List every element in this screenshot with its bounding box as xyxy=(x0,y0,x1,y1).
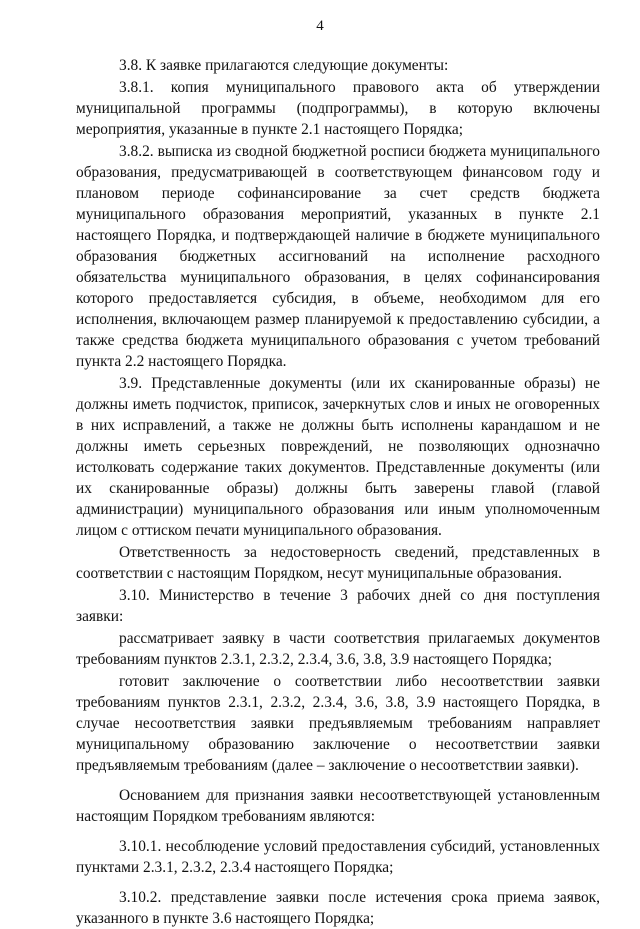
paragraph-3-8-1: 3.8.1. копия муниципального правового акта об утверждении муниципальной программы (подпрограммы), в которую включены мероприятия, указанные в пункте 2.1 настоящего Порядка; xyxy=(76,79,600,138)
paragraph-prepares-conclusion: готовит заключение о соответствии либо несоответствии заявки требованиям пунктов 2.3.1, 2.3.2, 2.3.4, 3.6, 3.8, 3.9 настоящего Порядка, в случае несоответствия заявки предъявляемым требованиям направляет муниципальному образованию заключение о несоответствии заявки предъявляемым требованиям (далее – заключение о несоответствии заявки). xyxy=(76,673,600,774)
paragraph-3-8-2: 3.8.2. выписка из сводной бюджетной росписи бюджета муниципального образования, предусматривающей в соответствующем финансовом году и плановом периоде софинансирование за счет средств бюджета муниципального образования мероприятий, указанных в пункте 2.1 настоящего Порядка, и подтверждающей наличие в бюджете муниципального образования бюджетных ассигнований на исполнение расходного обязательства муниципального образования, в целях софинансирования которого предоставляется субсидия, в объеме, необходимом для его исполнения, включающем размер планируемой к предоставлению субсидии, а также средства бюджета муниципального образования с учетом требований пункта 2.2 настоящего Порядка. xyxy=(76,143,600,370)
paragraph-3-10-1: 3.10.1. несоблюдение условий предоставления субсидий, установленных пунктами 2.3.1, 2.3.2, 2.3.4 настоящего Порядка; xyxy=(76,838,600,876)
paragraph-3-10: 3.10. Министерство в течение 3 рабочих дней со дня поступления заявки: xyxy=(76,587,600,625)
paragraph-3-8: 3.8. К заявке прилагаются следующие документы: xyxy=(119,57,449,74)
document-body xyxy=(76,55,600,929)
paragraph-3-9: 3.9. Представленные документы (или их сканированные образы) не должны иметь подчисток, приписок, зачеркнутых слов и иных не оговоренных в них исправлений, а также не должны быть исполнены карандашом и не должны иметь серьезных повреждений, не позволяющих однозначно истолковать содержание таких документов. Представленные документы (или их сканированные образы) должны быть заверены главой (главой администрации) муниципального образования или иным уполномоченным лицом с оттиском печати муниципального образования. xyxy=(76,375,600,539)
page-number: 4 xyxy=(316,18,324,34)
paragraph-grounds: Основанием для признания заявки несоответствующей установленным настоящим Порядком требованиям являются: xyxy=(76,787,600,825)
paragraph-3-10-2: 3.10.2. представление заявки после истечения срока приема заявок, указанного в пункте 3.6 настоящего Порядка; xyxy=(76,889,600,927)
paragraph-reviews-application: рассматривает заявку в части соответствия прилагаемых документов требованиям пунктов 2.3.1, 2.3.2, 2.3.4, 3.6, 3.8, 3.9 настоящего Порядка; xyxy=(76,630,600,668)
paragraph-responsibility: Ответственность за недостоверность сведений, представленных в соответствии с настоящим Порядком, несут муниципальные образования. xyxy=(76,544,600,582)
